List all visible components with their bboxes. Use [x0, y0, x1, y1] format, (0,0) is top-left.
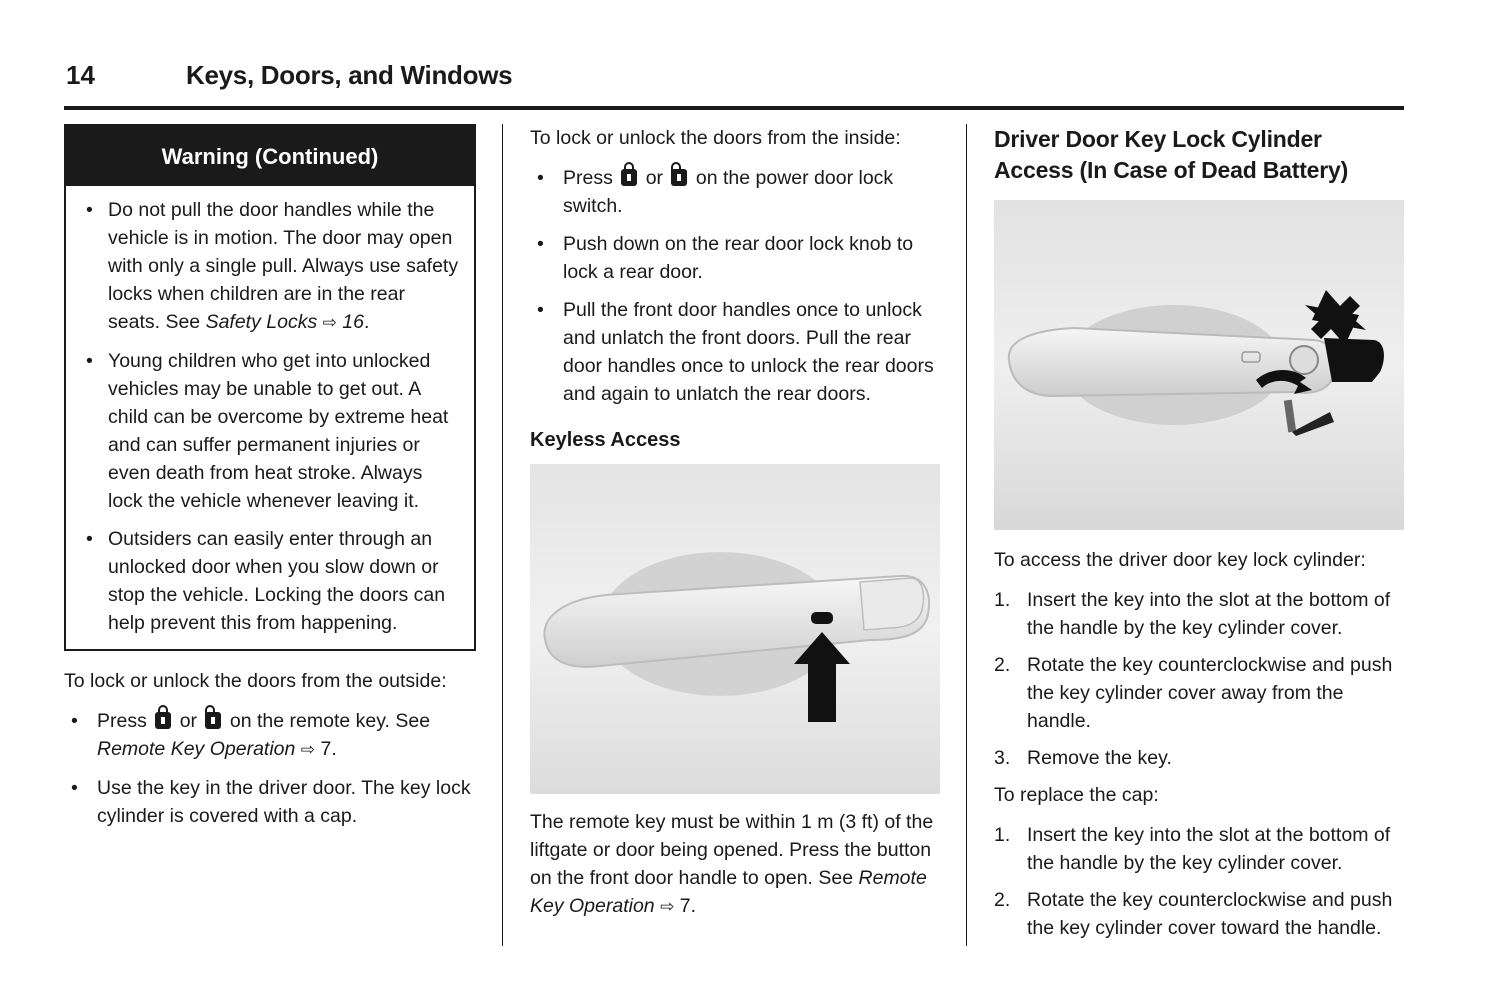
bullet-icon: •: [71, 777, 78, 799]
warning-list: [80, 196, 460, 637]
list-item: 1. Insert the key into the slot at the bottom of the handle by the key cylinder cover.: [994, 589, 1391, 639]
bullet-icon: •: [537, 299, 544, 321]
bullet-icon: •: [86, 350, 93, 372]
bullet-icon: •: [71, 710, 78, 732]
lock-icon: [155, 712, 171, 729]
list-item: • Outsiders can easily enter through an unlocked door when you slow down or stop the vehicle. Locking the doors can help prevent this from happening.: [80, 525, 460, 637]
unlock-icon: [205, 712, 221, 729]
warning-title: Warning (Continued): [66, 126, 474, 186]
bullet-icon: •: [86, 199, 93, 221]
page-reference: 16: [342, 311, 364, 333]
list-item: • Push down on the rear door lock knob to lock a rear door.: [530, 230, 942, 286]
bullet-icon: •: [537, 167, 544, 189]
outside-list: [64, 707, 476, 830]
replace-intro: To replace the cap:: [994, 784, 1159, 806]
outside-intro: To lock or unlock the doors from the outside:: [64, 670, 447, 692]
inside-intro: To lock or unlock the doors from the inside:: [530, 127, 901, 149]
list-item: • Pull the front door handles once to unlock and unlatch the front doors. Pull the rear door handles once to unlock the rear doors and again to unlatch the rear doors.: [530, 296, 942, 408]
page-header: [64, 58, 1404, 110]
unlock-icon: [671, 169, 687, 186]
list-item: • Press or on the power door lock switch.: [530, 164, 942, 220]
column-middle: To lock or unlock the doors from the inside: • Press or on the power door lock switch. • Push down on the rear door lock knob to lock a rear door. • Pull the front door handles once to unlock and unlatch the front doors. Pull the rear door handles once to unlock the rear doors and again to unlatch the rear doors. Keyless Access The remote key must be within 1 m (3 ft) of the liftgate or door being opened. Press the button on the front door handle to open. See Remote Key Operation ⇨ 7.: [530, 124, 942, 933]
warning-box: [64, 124, 476, 651]
list-item: • Use the key in the driver door. The key lock cylinder is covered with a cap.: [64, 774, 476, 830]
list-item: 1. Insert the key into the slot at the bottom of the handle by the key cylinder cover.: [994, 824, 1391, 874]
lock-icon: [621, 169, 637, 186]
column-divider: [502, 124, 503, 946]
cross-reference-link[interactable]: Safety Locks: [205, 311, 318, 333]
list-item: • Young children who get into unlocked vehicles may be unable to get out. A child can be overcome by extreme heat and can suffer permanent injuries or even death from heat stroke. Always lock the vehicle whenever leaving it.: [80, 347, 460, 515]
list-item: 2. Rotate the key counterclockwise and push the key cylinder cover toward the handle.: [994, 889, 1393, 939]
replace-steps: [994, 821, 1406, 942]
column-left: [64, 124, 476, 840]
page-reference-arrow-icon: ⇨: [322, 313, 337, 332]
list-item: 3. Remove the key.: [994, 747, 1172, 769]
page-reference-arrow-icon: ⇨: [300, 740, 316, 759]
page-number: 14: [66, 60, 95, 90]
access-steps: [994, 586, 1406, 772]
keyless-access-illustration: [530, 464, 940, 794]
cross-reference-link[interactable]: Remote Key Operation: [97, 738, 296, 760]
column-right: [994, 124, 1406, 951]
column-divider: [966, 124, 967, 946]
keyless-description: The remote key must be within 1 m (3 ft) of the liftgate or door being opened. Press the button on the front door handle to open. See: [530, 811, 934, 889]
cross-reference-link[interactable]: Remote Key Operation: [530, 867, 927, 917]
bullet-icon: •: [86, 528, 93, 550]
list-item: • Do not pull the door handles while the vehicle is in motion. The door may open with only a single pull. Always use safety locks when children are in the rear seats. See Safety Locks ⇨ 16.: [80, 196, 460, 337]
cylinder-heading: Driver Door Key Lock Cylinder Access (In Case of Dead Battery): [994, 126, 1349, 183]
chapter-title: Keys, Doors, and Windows: [186, 60, 513, 90]
key-cylinder-illustration: [994, 200, 1404, 530]
list-item: • Press or on the remote key. See Remote Key Operation ⇨ 7.: [64, 707, 476, 764]
door-handle-illustration: [530, 464, 940, 794]
access-intro: To access the driver door key lock cylinder:: [994, 549, 1366, 571]
door-handle-cylinder-illustration: [994, 200, 1404, 530]
page-reference-arrow-icon: ⇨: [660, 897, 675, 916]
list-item: 2. Rotate the key counterclockwise and push the key cylinder cover away from the handle.: [994, 654, 1393, 732]
keyless-heading: Keyless Access: [530, 429, 681, 451]
inside-list: [530, 164, 942, 408]
bullet-icon: •: [537, 233, 544, 255]
page-reference: 7: [320, 738, 332, 760]
page-reference: 7: [679, 895, 691, 917]
